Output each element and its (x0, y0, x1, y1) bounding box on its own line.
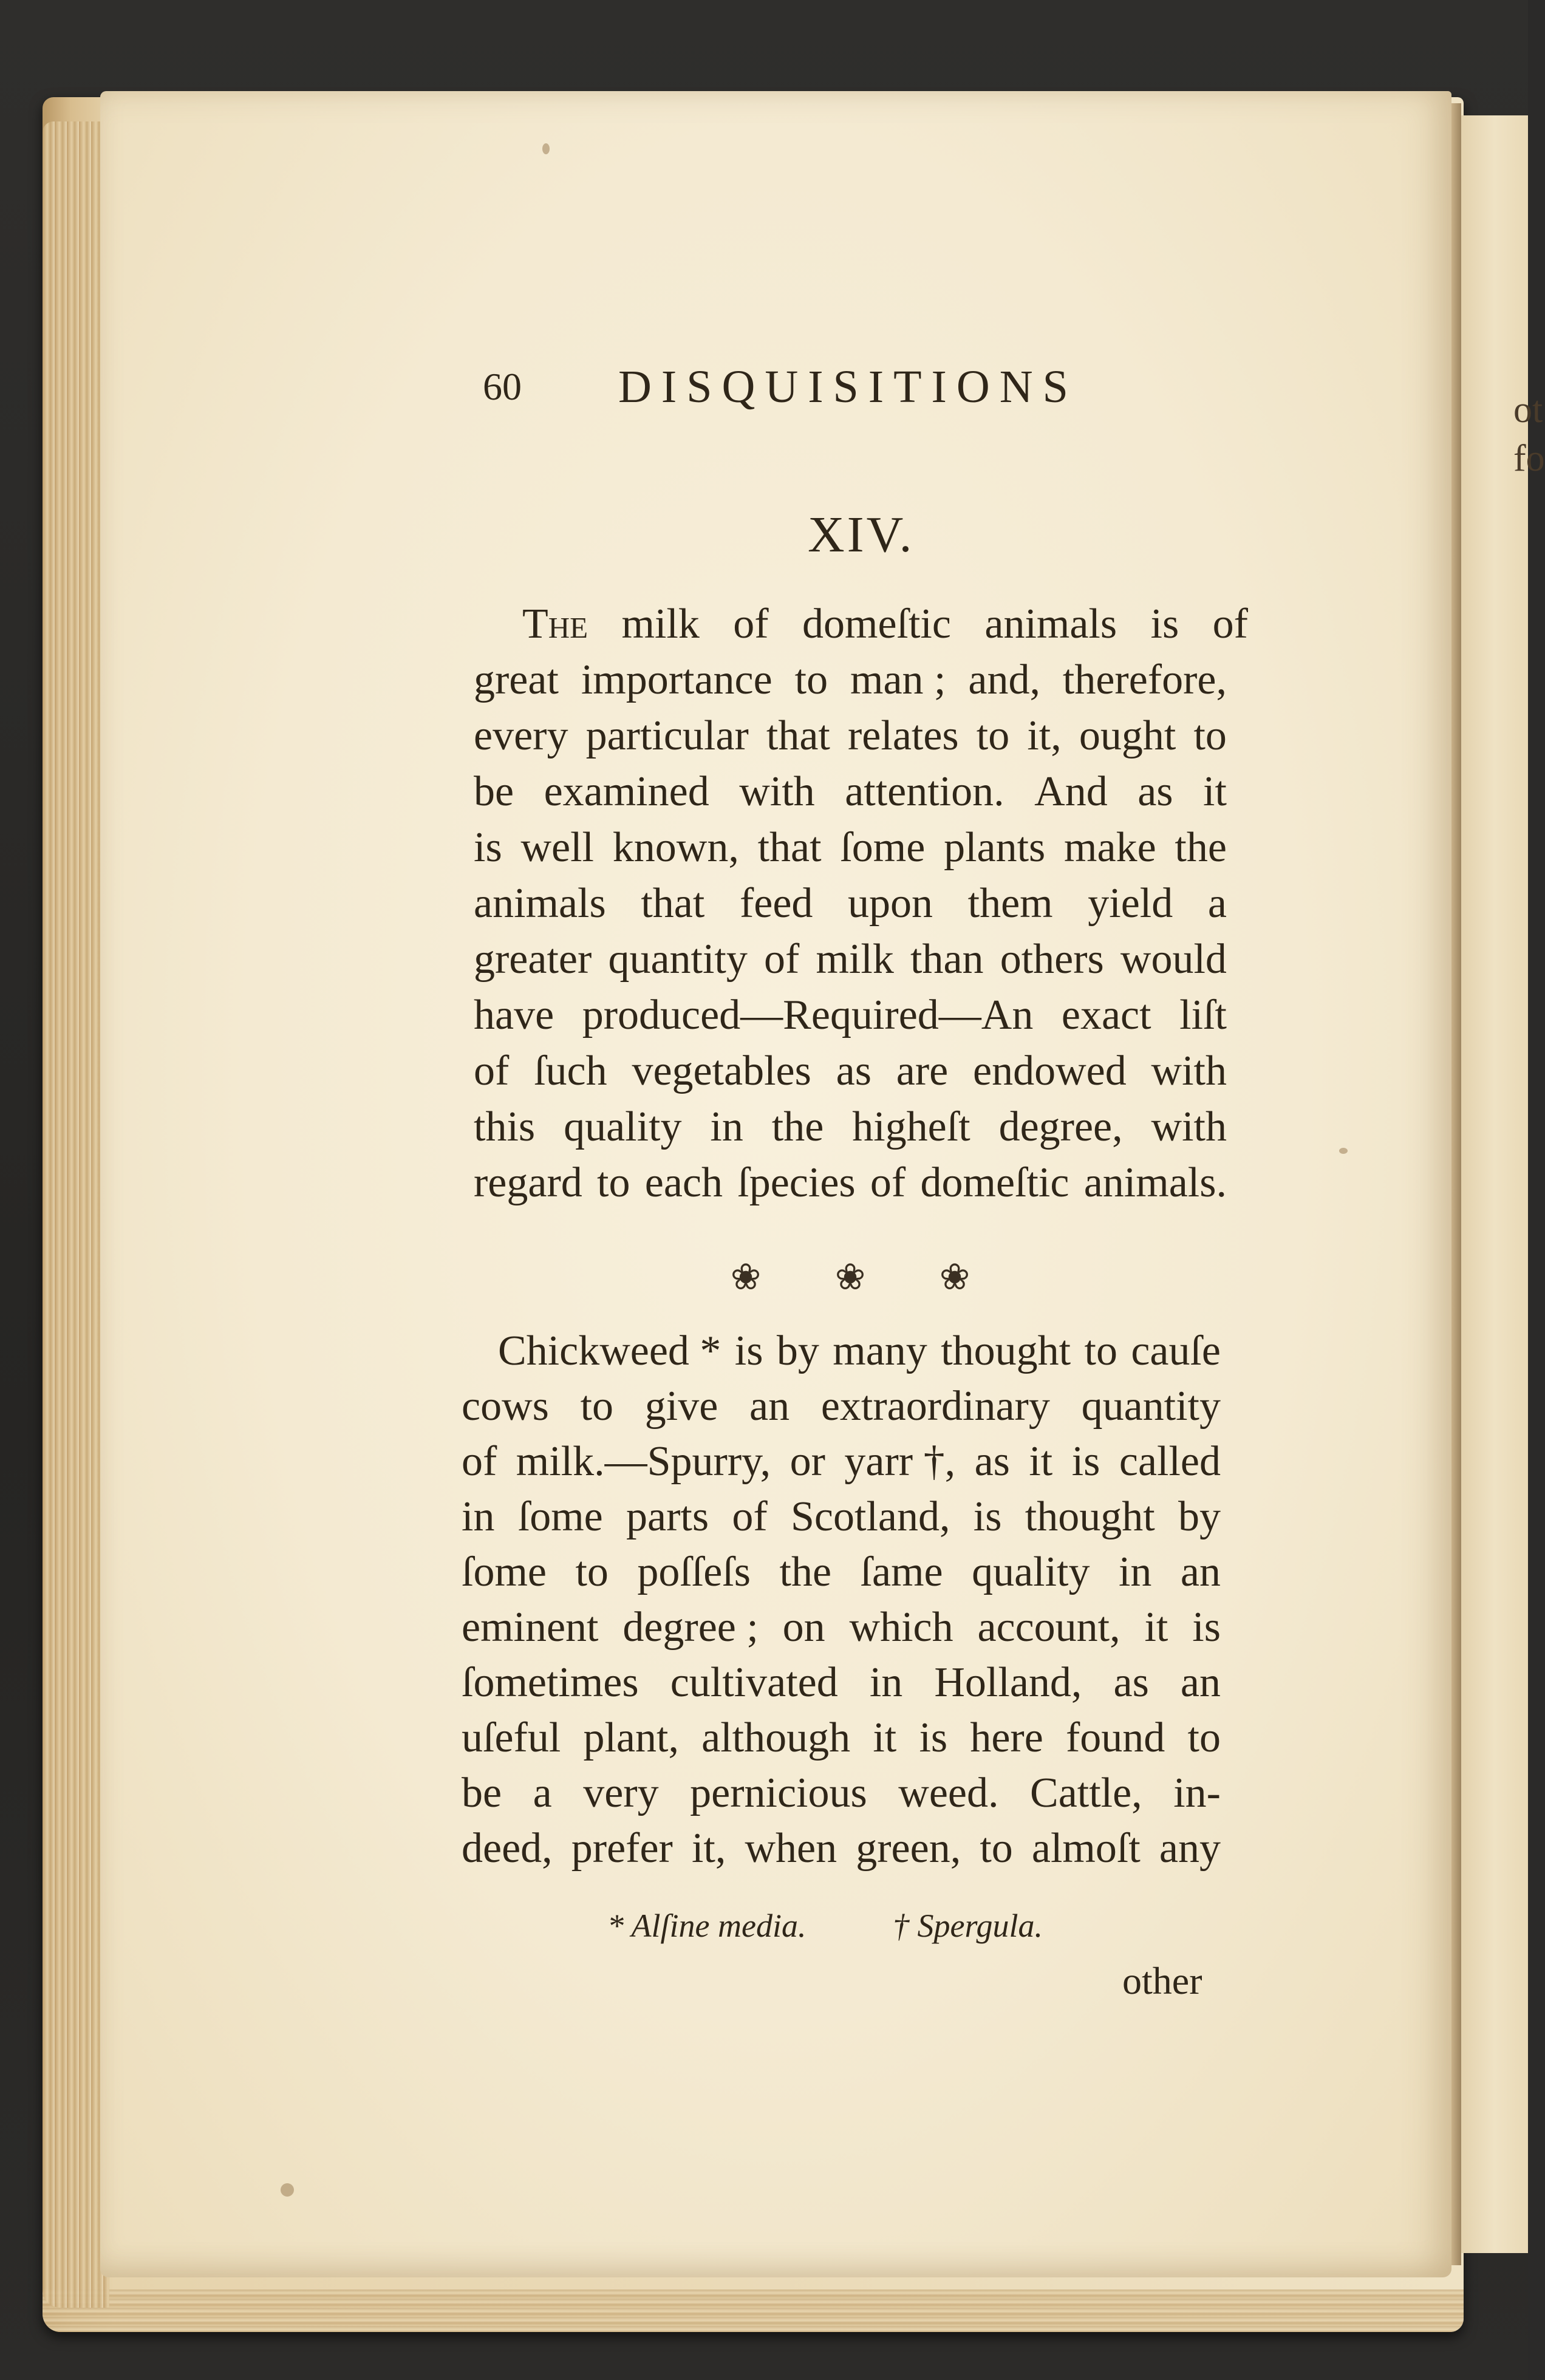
word: an (749, 1383, 790, 1430)
word: a (533, 1770, 552, 1816)
word: And (1034, 768, 1108, 815)
word: exact (1061, 992, 1151, 1038)
word: quality (564, 1103, 682, 1150)
word: as (1113, 1659, 1149, 1706)
word: in (869, 1659, 903, 1706)
text-line (474, 1159, 1227, 1206)
word: on (782, 1604, 825, 1651)
word: animals (984, 601, 1117, 647)
footnote-alsine: * Alſine media. (607, 1908, 807, 1944)
word: or (790, 1438, 825, 1485)
word: the (779, 1549, 832, 1595)
word: relates (847, 712, 959, 759)
word: almoſt (1031, 1825, 1141, 1872)
word: plants (944, 824, 1046, 871)
word: an (1180, 1659, 1221, 1706)
word: yield (1088, 880, 1173, 927)
word: is (1150, 601, 1179, 647)
word: as (1137, 768, 1173, 815)
paper-speck (1339, 1148, 1348, 1154)
word: weed. (898, 1770, 999, 1816)
word: upon (848, 880, 933, 927)
word: any (1159, 1825, 1221, 1872)
word: quality (972, 1549, 1090, 1595)
word: that (641, 880, 705, 927)
ornament-icon: ❀ (834, 1257, 866, 1297)
word: to (794, 656, 828, 703)
word: although (701, 1714, 851, 1761)
text-line (474, 1103, 1227, 1150)
word: which (849, 1604, 953, 1651)
word: is (474, 824, 502, 871)
word: pernicious (690, 1770, 867, 1816)
word: is (734, 1328, 763, 1374)
word: regard (474, 1159, 582, 1206)
word: give (644, 1383, 718, 1430)
word: an (1180, 1549, 1221, 1595)
word: that (766, 712, 830, 759)
word: milk.—Spurry, (516, 1438, 771, 1485)
word: liſt (1179, 992, 1227, 1038)
word: ſometimes (462, 1659, 639, 1706)
word: plant, (583, 1714, 679, 1761)
word: quantity (1081, 1383, 1221, 1430)
word: particular (585, 712, 749, 759)
word: of (733, 601, 769, 647)
text-line (462, 1659, 1221, 1706)
text-line (462, 1772, 1221, 1815)
word: every (474, 712, 568, 759)
word: attention. (845, 768, 1004, 815)
word: to (575, 1549, 609, 1595)
word: extraordinary (820, 1383, 1050, 1430)
word: than (910, 936, 984, 983)
word: milk (621, 601, 700, 647)
word: is (1192, 1604, 1221, 1651)
word: green, (856, 1825, 961, 1872)
word: quantity (608, 936, 748, 983)
text-line (462, 1606, 1221, 1649)
word: ſome (462, 1549, 547, 1595)
text-line (474, 656, 1227, 703)
word: of (1212, 601, 1248, 647)
word: great (474, 656, 559, 703)
word: with (739, 768, 815, 815)
word: milk (816, 936, 894, 983)
word: feed (739, 880, 813, 927)
word: cultivated (670, 1659, 838, 1706)
word: the (771, 1103, 824, 1150)
word: greater (474, 936, 592, 983)
word: cauſe (1131, 1328, 1221, 1374)
word: thought (1025, 1493, 1155, 1540)
word: The (522, 601, 588, 647)
word: examined (544, 768, 709, 815)
word: Cattle, (1030, 1770, 1142, 1816)
book-gutter (1451, 103, 1461, 2265)
text-line (522, 603, 1248, 646)
word: it (1203, 768, 1227, 815)
text-line (474, 768, 1227, 815)
text-line (462, 1438, 1221, 1485)
word: it, (1027, 712, 1062, 759)
word: others (1000, 936, 1104, 983)
text-line (462, 1827, 1221, 1870)
section-ornament (729, 1256, 972, 1298)
page-number: 60 (483, 365, 522, 408)
word: thought (941, 1328, 1071, 1374)
word: ought (1079, 712, 1176, 759)
word: it (1144, 1604, 1168, 1651)
word: vegetables (632, 1048, 811, 1094)
text-line (474, 882, 1227, 925)
word: is (1071, 1438, 1100, 1485)
word: ſuch (534, 1048, 607, 1094)
text-line (474, 1050, 1227, 1093)
text-line (462, 1493, 1221, 1540)
word: each (644, 1159, 723, 1206)
section-number: XIV. (808, 506, 915, 563)
word: with (1151, 1048, 1227, 1094)
text-line (462, 1551, 1221, 1594)
word: is (973, 1493, 1002, 1540)
word: uſeful (462, 1714, 561, 1761)
catchword: other (1122, 1959, 1202, 2002)
word: would (1120, 936, 1227, 983)
word: in (462, 1493, 495, 1540)
text-line (474, 824, 1227, 871)
word: is (919, 1714, 948, 1761)
word: importance (581, 656, 772, 703)
word: be (462, 1770, 502, 1816)
word: as (974, 1438, 1010, 1485)
word: yarr †, (844, 1438, 956, 1485)
word: very (583, 1770, 659, 1816)
word: to (1084, 1328, 1117, 1374)
word: to (980, 1825, 1013, 1872)
word: well (520, 824, 594, 871)
word: with (1151, 1103, 1227, 1150)
text-line (462, 1714, 1221, 1761)
word: and, (968, 656, 1040, 703)
word: higheſt (852, 1103, 970, 1150)
word: ſome (517, 1493, 603, 1540)
text-line (474, 994, 1227, 1037)
word: domeſtic (802, 601, 951, 647)
word: when (745, 1825, 837, 1872)
word: account, (977, 1604, 1120, 1651)
word: it, (691, 1825, 726, 1872)
word: of (870, 1159, 906, 1206)
word: in (1118, 1549, 1152, 1595)
text-line (498, 1330, 1221, 1372)
word: as (836, 1048, 871, 1094)
word: of (764, 936, 800, 983)
word: degree ; (622, 1604, 759, 1651)
word: a (1207, 880, 1227, 927)
word: produced—Required—An (582, 992, 1034, 1038)
word: by (776, 1328, 819, 1374)
word: deed, (462, 1825, 553, 1872)
word: ſpecies (737, 1159, 856, 1206)
word: Chickweed * (498, 1328, 721, 1374)
word: prefer (571, 1825, 673, 1872)
word: of (462, 1438, 497, 1485)
text-line (462, 1385, 1221, 1428)
word: man ; (850, 656, 946, 703)
ornament-icon: ❀ (939, 1257, 970, 1297)
word: in (710, 1103, 743, 1150)
word: to (976, 712, 1010, 759)
word: to (580, 1383, 614, 1430)
word: make (1064, 824, 1156, 871)
word: Scotland, (791, 1493, 950, 1540)
word: here (970, 1714, 1043, 1761)
word: animals. (1083, 1159, 1227, 1206)
word: parts (626, 1493, 709, 1540)
word: are (896, 1048, 949, 1094)
word: animals (474, 880, 606, 927)
paper-speck (281, 2183, 294, 2197)
word: Holland, (934, 1659, 1082, 1706)
word: in- (1173, 1770, 1221, 1816)
word: cows (462, 1383, 549, 1430)
word: that (757, 824, 822, 871)
word: many (833, 1328, 927, 1374)
word: them (967, 880, 1053, 927)
text-line (474, 712, 1227, 759)
footnote-spergula: † Spergula. (893, 1908, 1043, 1944)
word: this (474, 1103, 536, 1150)
word: be (474, 768, 514, 815)
word: therefore, (1062, 656, 1227, 703)
word: domeſtic (920, 1159, 1069, 1206)
word: ſome (840, 824, 926, 871)
word: it (873, 1714, 897, 1761)
facing-page (1461, 115, 1528, 2253)
word: known, (612, 824, 739, 871)
word: it (1029, 1438, 1053, 1485)
running-head: DISQUISITIONS (618, 361, 1078, 412)
word: degree, (998, 1103, 1123, 1150)
facing-page-fragment: fo (1513, 438, 1545, 479)
word: ſame (860, 1549, 943, 1595)
facing-page-fragment: ot (1513, 389, 1543, 431)
word: poſſeſs (637, 1549, 751, 1595)
word: have (474, 992, 554, 1038)
word: eminent (462, 1604, 599, 1651)
word: to (1187, 1714, 1221, 1761)
word: of (732, 1493, 768, 1540)
footnotes (607, 1907, 1043, 1945)
paper-speck (542, 143, 550, 154)
word: by (1178, 1493, 1221, 1540)
word: called (1119, 1438, 1221, 1485)
text-line (474, 938, 1227, 981)
word: endowed (973, 1048, 1127, 1094)
word: to (597, 1159, 630, 1206)
word: of (474, 1048, 510, 1094)
ornament-icon: ❀ (730, 1257, 762, 1297)
word: found (1066, 1714, 1165, 1761)
word: to (1193, 712, 1227, 759)
word: the (1175, 824, 1227, 871)
